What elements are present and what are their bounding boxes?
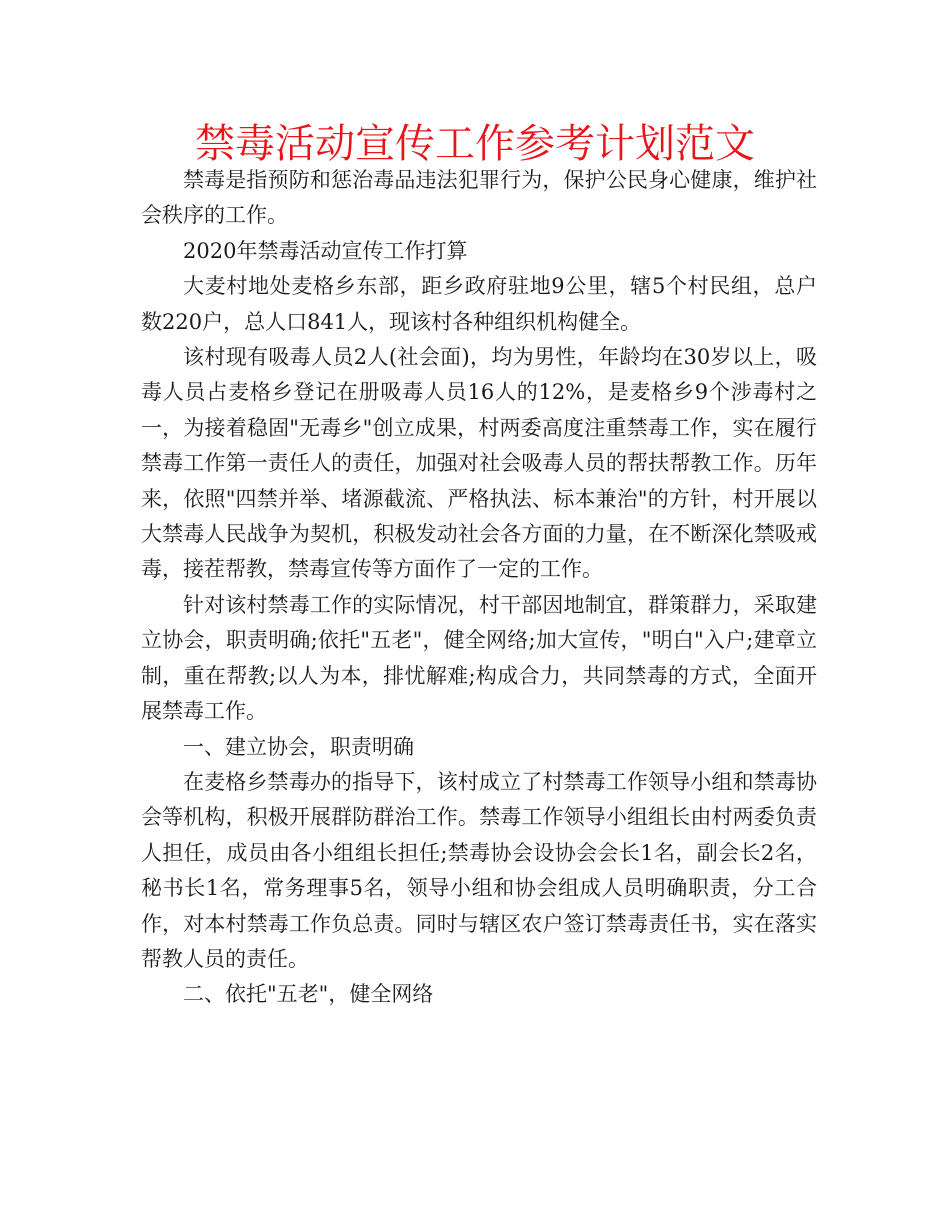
- paragraph-intro: 禁毒是指预防和惩治毒品违法犯罪行为，保护公民身心健康，维护社会秩序的工作。: [141, 168, 817, 228]
- paragraph-approach: 针对该村禁毒工作的实际情况，村干部因地制宜，群策群力，采取建立协会，职责明确;依托"五老"，健全网络;加大宣传，"明白"入户;建章立制，重在帮教;以人为本，排忧解难;构成合力，共同禁毒的方式，全面开展禁毒工作。: [141, 592, 817, 724]
- paragraph-village-overview: 大麦村地处麦格乡东部，距乡政府驻地9公里，辖5个村民组，总户数220户，总人口841人，现该村各种组织机构健全。: [141, 274, 817, 334]
- paragraph-drug-users: 该村现有吸毒人员2人(社会面)，均为男性，年龄均在30岁以上，吸毒人员占麦格乡登记在册吸毒人员16人的12%，是麦格乡9个涉毒村之一，为接着稳固"无毒乡"创立成果，村两委高度注重禁毒工作，实在履行禁毒工作第一责任人的责任，加强对社会吸毒人员的帮扶帮教工作。历年来，依照"四禁并举、堵源截流、严格执法、标本兼治"的方针，村开展以大禁毒人民战争为契机，积极发动社会各方面的力量，在不断深化禁吸戒毒，接茬帮教，禁毒宣传等方面作了一定的工作。: [141, 345, 817, 582]
- section-heading-1: 一、建立协会，职责明确: [183, 734, 414, 759]
- document-body: [141, 163, 817, 1013]
- paragraph-plan-heading: 2020年禁毒活动宣传工作打算: [183, 238, 468, 263]
- document-title: 禁毒活动宣传工作参考计划范文: [195, 121, 755, 167]
- section-heading-2: 二、依托"五老"，健全网络: [183, 982, 434, 1007]
- paragraph-association: 在麦格乡禁毒办的指导下，该村成立了村禁毒工作领导小组和禁毒协会等机构，积极开展群防群治工作。禁毒工作领导小组组长由村两委负责人担任，成员由各小组组长担任;禁毒协会设协会会长1名，副会长2名，秘书长1名，常务理事5名，领导小组和协会组成人员明确职责，分工合作，对本村禁毒工作负总责。同时与辖区农户签订禁毒责任书，实在落实帮教人员的责任。: [141, 769, 817, 971]
